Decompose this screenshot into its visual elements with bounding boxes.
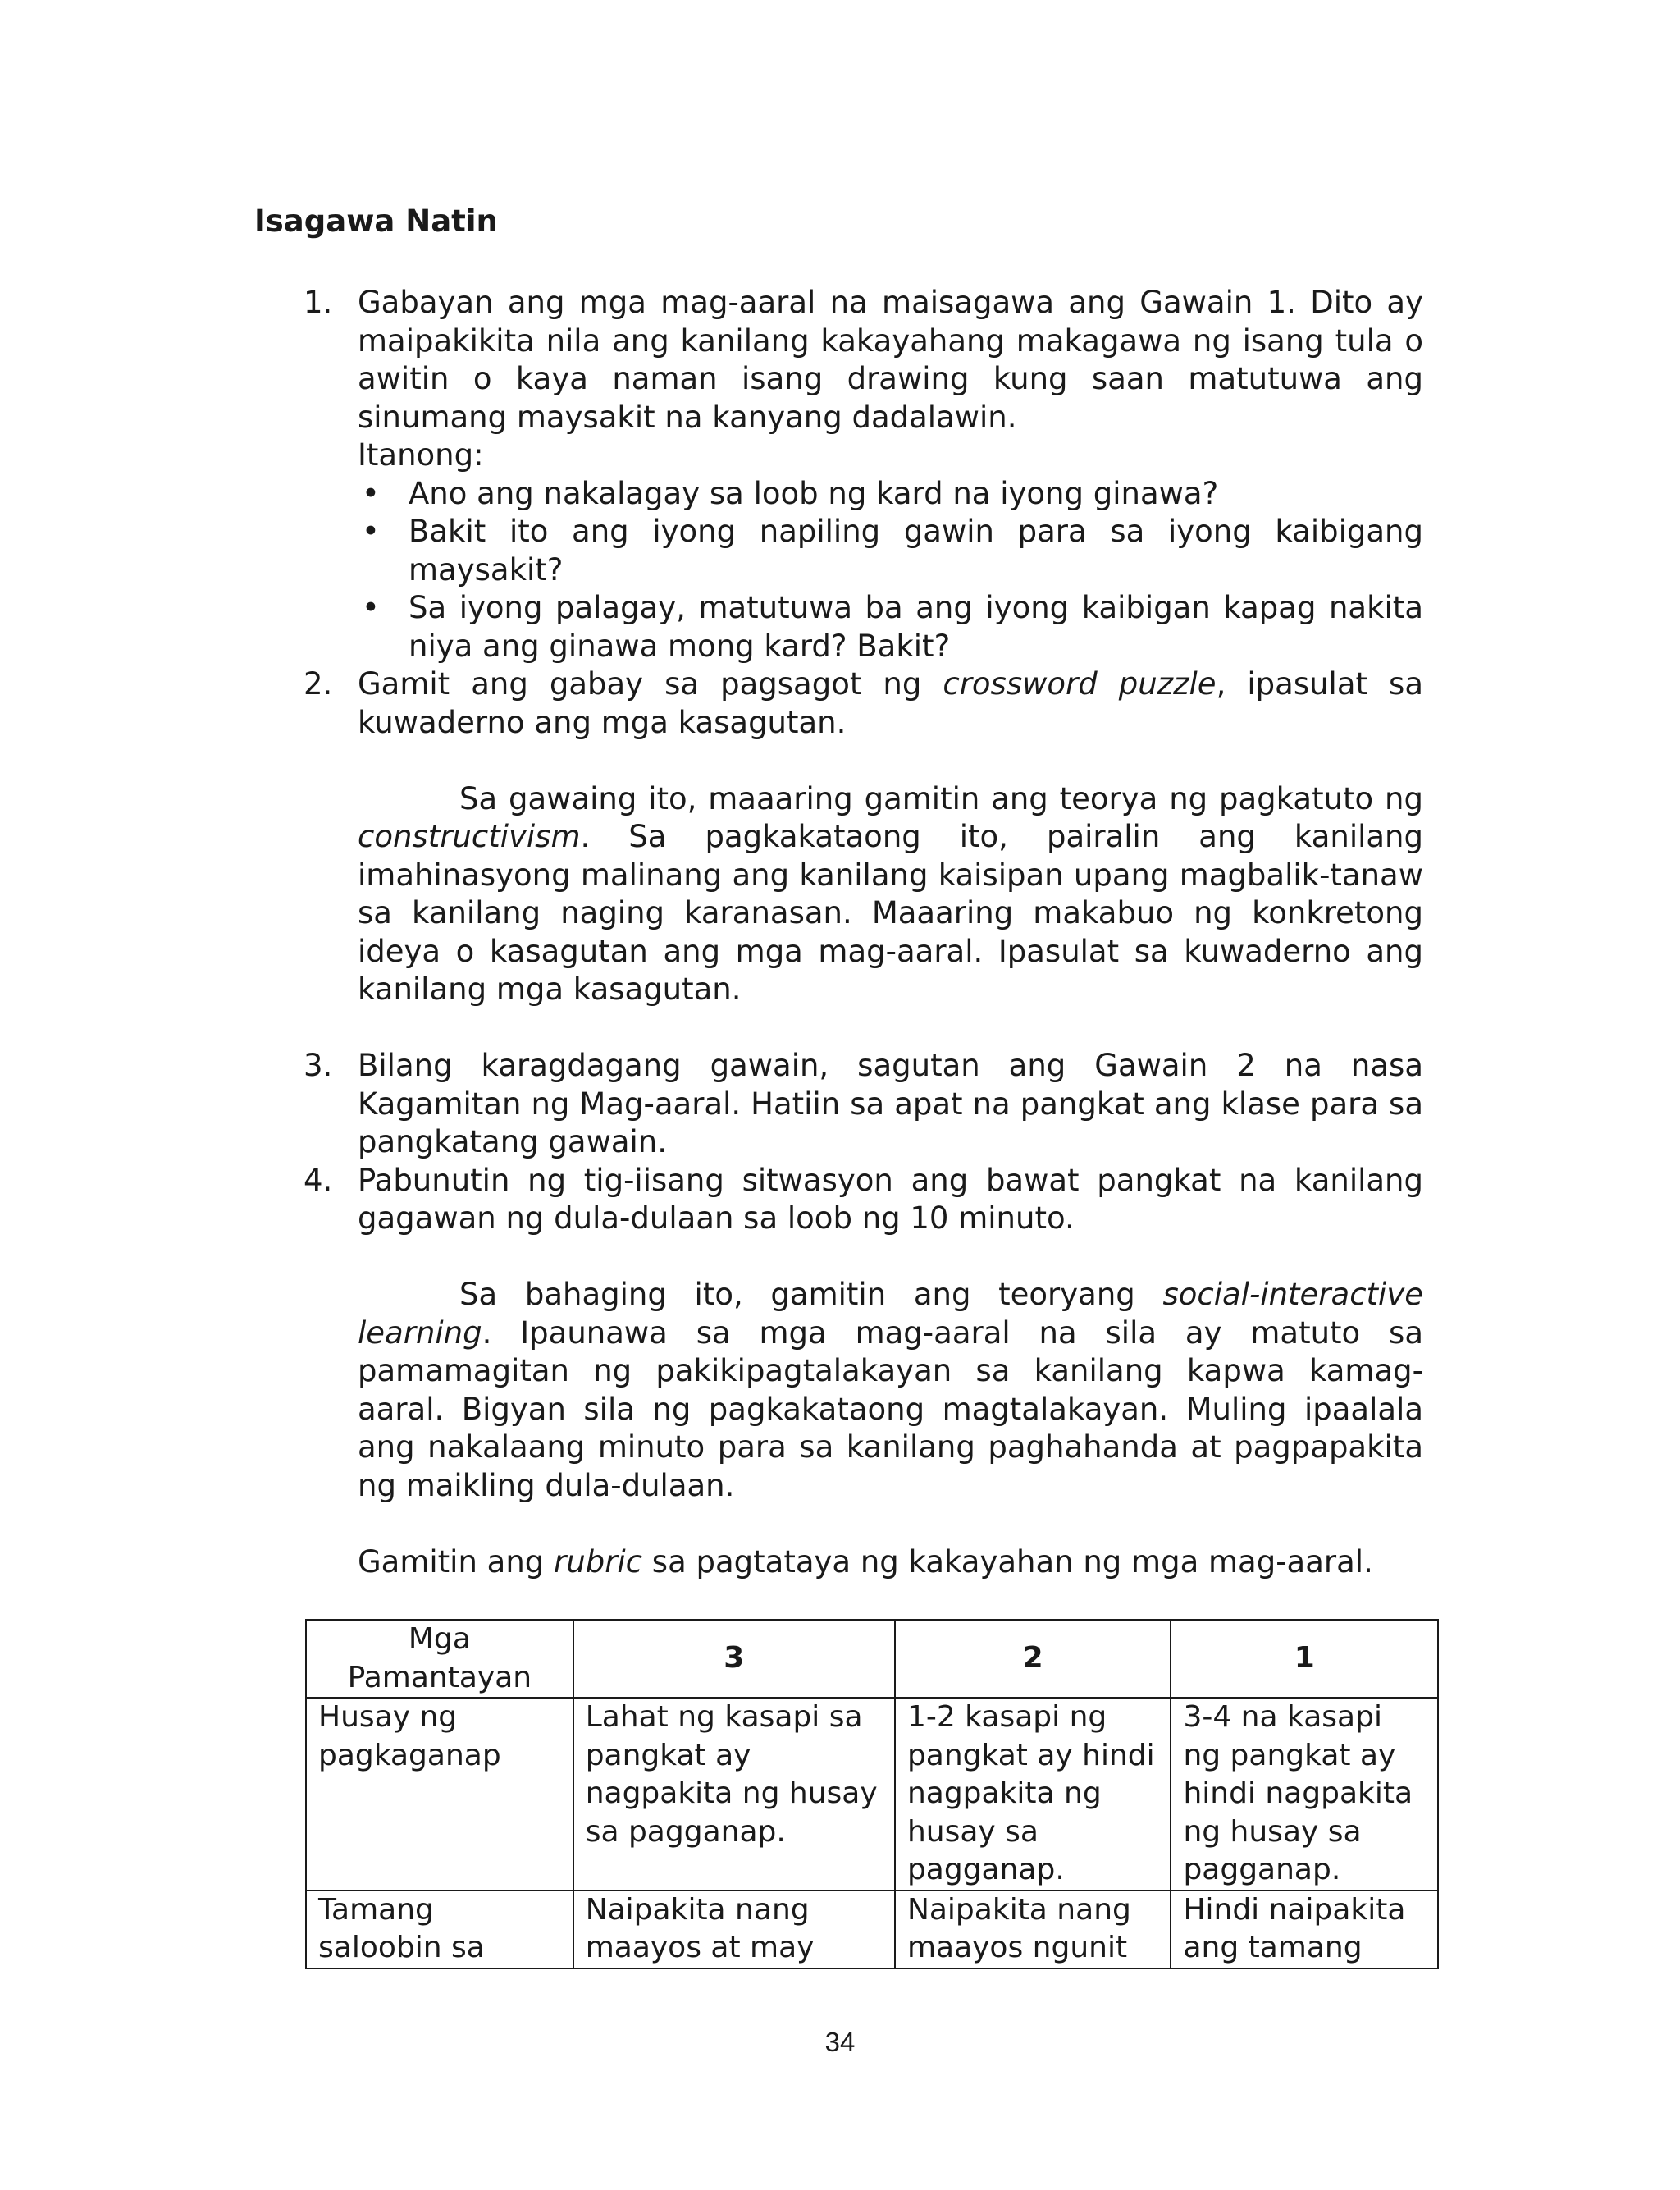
question-item: [358, 589, 1423, 665]
table-cell: Hindi naipakita ang tamang: [1171, 1891, 1438, 1968]
page-number: 34: [824, 2027, 856, 2057]
table-cell: Husay ng pagkaganap: [306, 1698, 573, 1891]
section-title: Isagawa Natin: [254, 203, 498, 239]
table-cell: Naipakita nang maayos ngunit: [895, 1891, 1171, 1968]
table-cell: Lahat ng kasapi sa pangkat ay nagpakita ng husay sa pagganap.: [573, 1698, 895, 1891]
ask-label: Itanong:: [358, 437, 484, 473]
item-number: 2.: [304, 666, 333, 702]
teacher-note-social-learning: Sa bahaging ito, gamitin ang teoryang social-interactive learning. Ipaunawa sa mga mag-aaral na sila ay matuto sa pamamagitan ng pakikipagtalakayan sa kanilang kapwa kamag-aaral. Bigyan sila ng pagkakataong magtalakayan. Muling ipaalala ang nakalaang minuto para sa kanilang paghahanda at pagpapakita ng maikling dula-dulaan.: [358, 1277, 1423, 1503]
instruction-item-3: [304, 1047, 1423, 1162]
item-text: Gamit ang gabay sa pagsagot ng crossword puzzle, ipasulat sa kuwaderno ang mga kasagutan.: [358, 666, 1423, 740]
question-list: [358, 475, 1423, 666]
instruction-item-1: [304, 284, 1423, 665]
table-header-cell: 2: [895, 1620, 1171, 1698]
bullet-icon: •: [362, 514, 380, 549]
table-header-row: [306, 1620, 1438, 1698]
instructions-content: [304, 284, 1423, 1581]
item-number: 1.: [304, 285, 333, 320]
question-text: Bakit ito ang iyong napiling gawin para sa iyong kaibigang maysakit?: [409, 514, 1423, 588]
table-cell: Tamang saloobin sa: [306, 1891, 573, 1968]
table-header-cell: 3: [573, 1620, 895, 1698]
item-text: Gabayan ang mga mag-aaral na maisagawa ang Gawain 1. Dito ay maipakikita nila ang kanilang kakayahang makagawa ng isang tula o awitin o kaya naman isang drawing kung saan matutuwa ang sinumang maysakit na kanyang dadalawin.: [358, 285, 1423, 435]
table-header-cell: 1: [1171, 1620, 1438, 1698]
bullet-icon: •: [362, 590, 380, 625]
item-text: Pabunutin ng tig-iisang sitwasyon ang bawat pangkat na kanilang gagawan ng dula-dulaan sa loob ng 10 minuto.: [358, 1162, 1423, 1236]
item-number: 3.: [304, 1048, 333, 1083]
teacher-note-constructivism: Sa gawaing ito, maaaring gamitin ang teorya ng pagkatuto ng constructivism. Sa pagkakataong ito, pairalin ang kanilang imahinasyong malinang ang kanilang kaisipan upang magbalik-tanaw sa kanilang naging karanasan. Maaaring makabuo ng konkretong ideya o kasagutan ang mga mag-aaral. Ipasulat sa kuwaderno ang kanilang mga kasagutan.: [358, 780, 1423, 1007]
instruction-item-4: [304, 1162, 1423, 1238]
question-item: [358, 475, 1423, 514]
item-text: Bilang karagdagang gawain, sagutan ang Gawain 2 na nasa Kagamitan ng Mag-aaral. Hatiin sa apat na pangkat ang klase para sa pangkatang gawain.: [358, 1048, 1423, 1159]
rubric-table: [305, 1619, 1439, 1969]
question-text: Ano ang nakalagay sa loob ng kard na iyong ginawa?: [409, 475, 1219, 511]
question-item: [358, 513, 1423, 589]
rubric-intro: Gamitin ang rubric sa pagtataya ng kakayahan ng mga mag-aaral.: [358, 1543, 1373, 1580]
question-text: Sa iyong palagay, matutuwa ba ang iyong kaibigan kapag nakita niya ang ginawa mong kard? Bakit?: [409, 590, 1423, 664]
table-cell: 1-2 kasapi ng pangkat ay hindi nagpakita ng husay sa pagganap.: [895, 1698, 1171, 1891]
table-cell: 3-4 na kasapi ng pangkat ay hindi nagpakita ng husay sa pagganap.: [1171, 1698, 1438, 1891]
instruction-item-2: [304, 665, 1423, 742]
table-cell: Naipakita nang maayos at may: [573, 1891, 895, 1968]
item-number: 4.: [304, 1162, 333, 1198]
table-row: [306, 1891, 1438, 1968]
table-row: [306, 1698, 1438, 1891]
table-header-cell: Mga Pamantayan: [306, 1620, 573, 1698]
bullet-icon: •: [362, 475, 380, 511]
